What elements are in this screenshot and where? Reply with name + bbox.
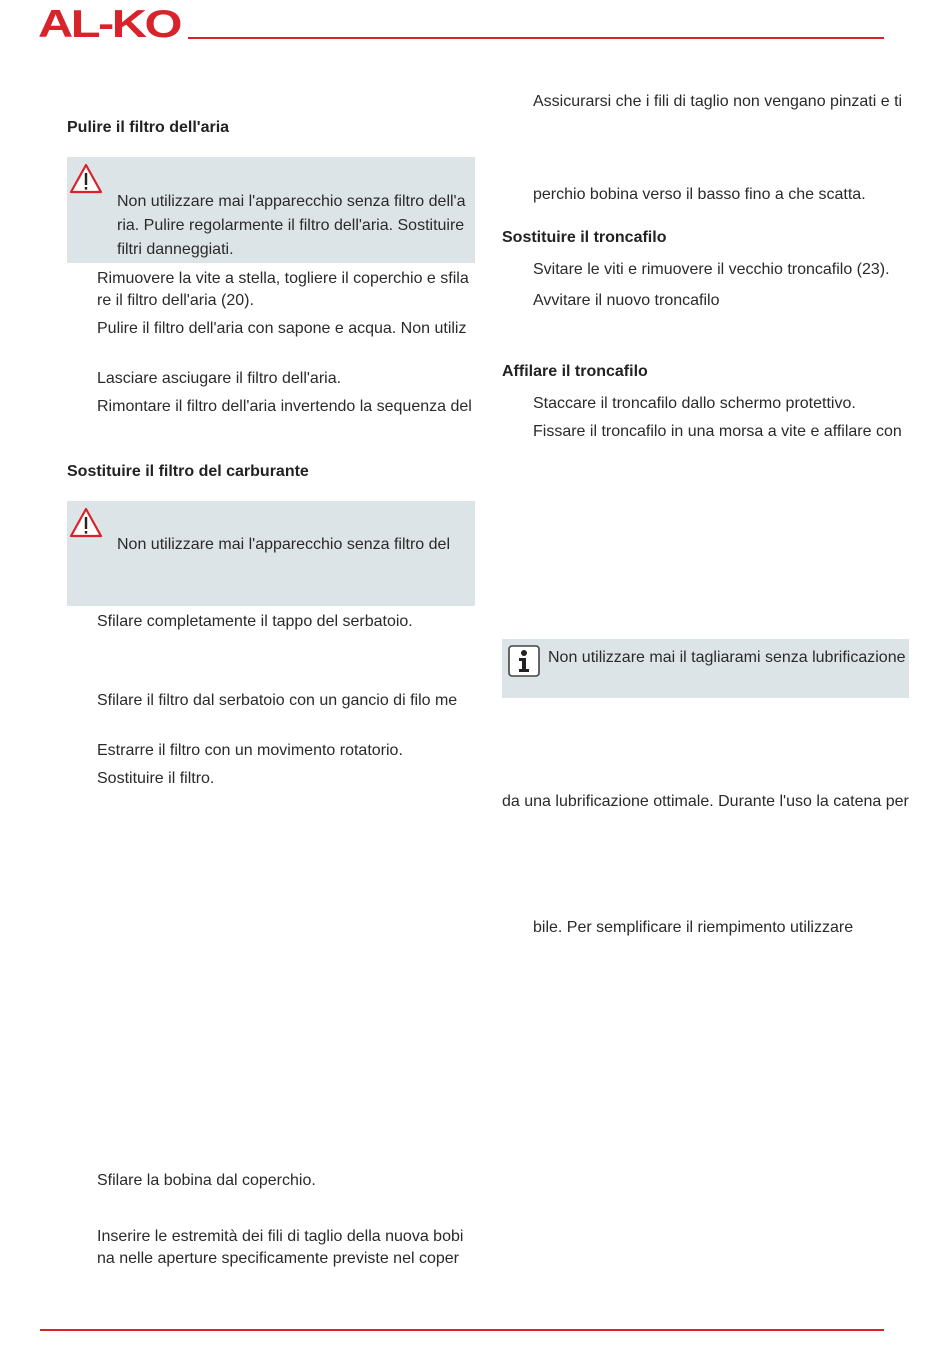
brand-logo bbox=[38, 6, 182, 40]
replace-cutter-step: Avvitare il nuovo troncafilo bbox=[533, 292, 720, 309]
sharpen-cutter-step: Fissare il troncafilo in una morsa a vite e affilare con bbox=[533, 423, 902, 440]
svg-text:AL-KO: AL-KO bbox=[38, 6, 181, 40]
fuel-filter-step: Estrarre il filtro con un movimento rotatorio. bbox=[97, 742, 403, 759]
fuel-filter-step: Sfilare completamente il tappo del serbatoio. bbox=[97, 613, 413, 630]
air-filter-step: Rimontare il filtro dell'aria invertendo la sequenza del bbox=[97, 398, 472, 415]
sharpen-cutter-heading: Affilare il troncafilo bbox=[502, 363, 648, 380]
header-rule bbox=[188, 37, 884, 39]
warning-triangle-icon bbox=[69, 507, 103, 539]
fuel-filter-step: Sostituire il filtro. bbox=[97, 770, 215, 787]
lubrication-line: da una lubrificazione ottimale. Durante l'uso la catena per bbox=[502, 793, 909, 810]
info-icon bbox=[508, 645, 540, 677]
warning-triangle-icon bbox=[69, 163, 103, 195]
warning-line: Non utilizzare mai l'apparecchio senza filtro dell'a bbox=[117, 193, 466, 210]
warning-line: Non utilizzare mai l'apparecchio senza filtro del bbox=[117, 536, 450, 553]
air-filter-step: Lasciare asciugare il filtro dell'aria. bbox=[97, 370, 342, 387]
spool-step: Inserire le estremità dei fili di taglio della nuova bobi bbox=[97, 1228, 464, 1245]
spool-continued-line: perchio bobina verso il basso fino a che scatta. bbox=[533, 186, 866, 203]
fuel-filter-heading: Sostituire il filtro del carburante bbox=[67, 463, 309, 480]
fuel-filter-warning-box bbox=[67, 501, 475, 606]
footer-rule bbox=[40, 1329, 884, 1331]
air-filter-warning-box bbox=[67, 157, 475, 263]
air-filter-step: Pulire il filtro dell'aria con sapone e acqua. Non utiliz bbox=[97, 320, 467, 337]
replace-cutter-heading: Sostituire il troncafilo bbox=[502, 229, 667, 246]
sharpen-cutter-step: Staccare il troncafilo dallo schermo protettivo. bbox=[533, 395, 856, 412]
info-note-box bbox=[502, 639, 909, 698]
replace-cutter-step: Svitare le viti e rimuovere il vecchio troncafilo (23). bbox=[533, 261, 890, 278]
spool-continued-line: Assicurarsi che i fili di taglio non vengano pinzati e ti bbox=[533, 93, 903, 110]
info-note-text: Non utilizzare mai il tagliarami senza lubrificazione bbox=[548, 649, 906, 666]
air-filter-step: Rimuovere la vite a stella, togliere il coperchio e sfila bbox=[97, 270, 469, 287]
spool-step: Sfilare la bobina dal coperchio. bbox=[97, 1172, 316, 1189]
warning-line: ria. Pulire regolarmente il filtro dell'aria. Sostituire bbox=[117, 217, 465, 234]
fuel-filter-step: Sfilare il filtro dal serbatoio con un gancio di filo me bbox=[97, 692, 458, 709]
spool-step: na nelle aperture specificamente previste nel coper bbox=[97, 1250, 459, 1267]
air-filter-step: re il filtro dell'aria (20). bbox=[97, 292, 254, 309]
lubrication-line: bile. Per semplificare il riempimento utilizzare bbox=[533, 919, 854, 936]
warning-line: filtri danneggiati. bbox=[117, 241, 234, 258]
air-filter-heading: Pulire il filtro dell'aria bbox=[67, 119, 230, 136]
